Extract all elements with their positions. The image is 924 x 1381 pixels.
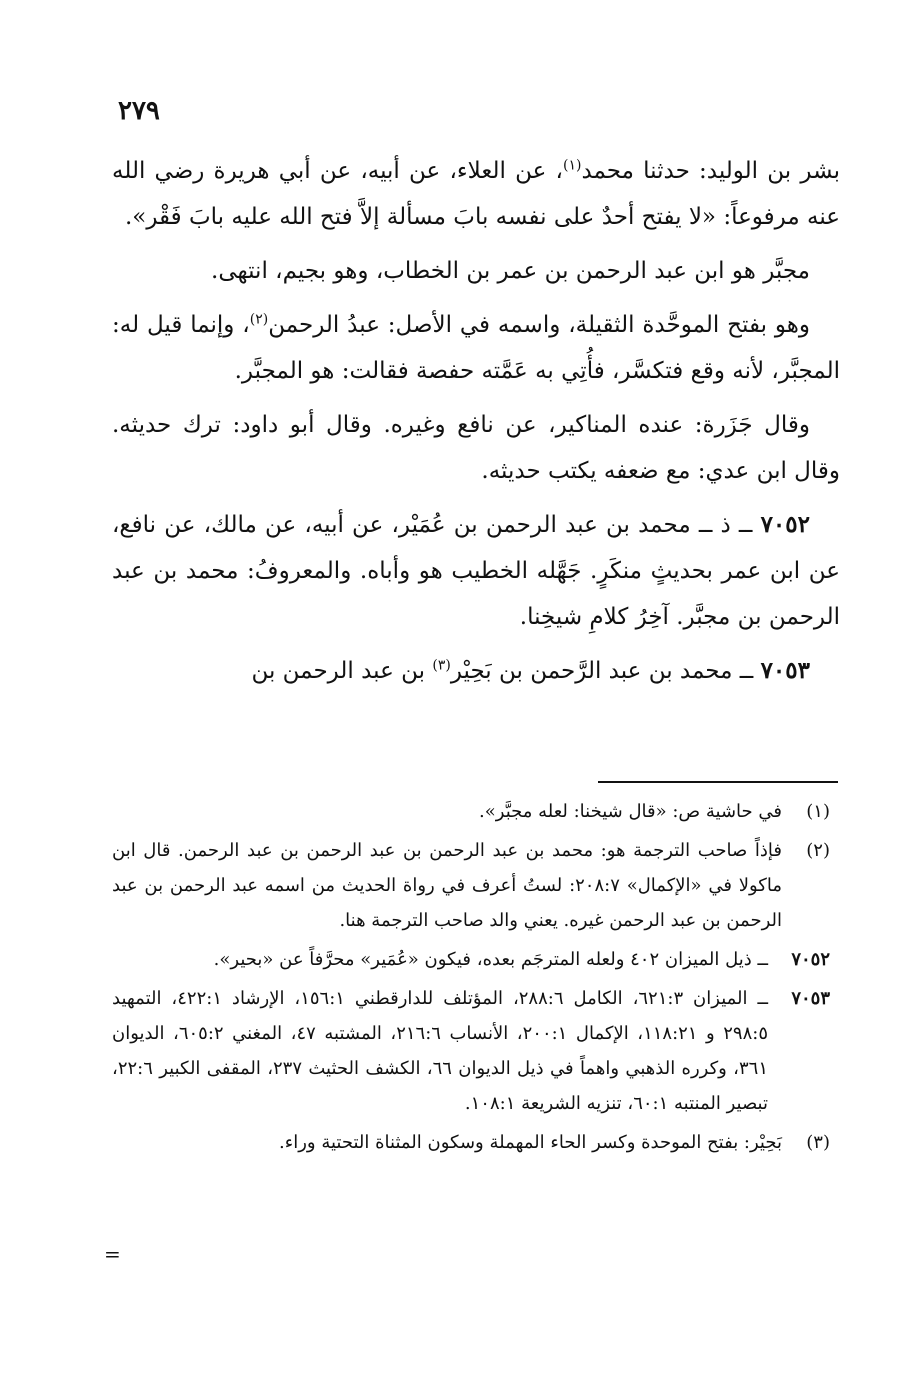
reference-7053 [112, 981, 830, 1121]
footnote-separator [598, 781, 838, 783]
entry-7052 [112, 502, 840, 640]
footnote-marker: (١) [562, 157, 582, 174]
footnote-number: (١) [806, 801, 830, 822]
page-number: ٢٧٩ [118, 96, 160, 126]
footnote-text: بَحِيْر: بفتح الموحدة وكسر الحاء المهملة وسكون المثناة التحتية وراء. [279, 1132, 782, 1153]
footnote-text: فإذاً صاحب الترجمة هو: محمد بن عبد الرحمن بن عبد الرحمن بن عبد الرحمن. قال ابن ماكولا في «الإكمال» ٢٠٨:٧: لستُ أعرف في رواة الحديث من اسمه عبد الرحمن بن عبد الرحمن بن عبد الرحمن غيره. يعني والد صاحب الترجمة هنا. [112, 840, 782, 931]
footnote-number: (٣) [806, 1132, 830, 1153]
reference-7052 [112, 942, 830, 977]
footnote-2 [112, 833, 830, 938]
paragraph-name-origin [112, 302, 840, 394]
paragraph-mujabbar: مجبَّر هو ابن عبد الرحمن بن عمر بن الخطاب، وهو بجيم، انتهى. [211, 258, 810, 284]
paragraph-hadith [112, 148, 840, 240]
main-text [112, 148, 840, 702]
paragraph-jazara: وقال جَزَرة: عنده المناكير، عن نافع وغيره. وقال أبو داود: ترك حديثه. وقال ابن عدي: مع ضعفه يكتب حديثه. [112, 412, 840, 484]
footnotes [112, 794, 830, 1164]
text-run: ، وإنما قيل له: المجبَّر، لأنه وقع فتكسَّر، فأُتِي به عَمَّته حفصة فقالت: هو المجبَّر. [112, 312, 840, 384]
footnote-text: في حاشية ص: «قال شيخنا: لعله مجبَّر». [479, 801, 782, 822]
footnote-marker: (٣) [432, 657, 451, 674]
continuation-mark: = [104, 1242, 121, 1266]
entry-text: بن عبد الرحمن بن [251, 658, 433, 684]
entry-text: ــ ذ ــ محمد بن عبد الرحمن بن عُمَيْر، عن أبيه، عن مالك، عن نافع، عن ابن عمر بحديثٍ منكَرٍ. جَهَّله الخطيب هو وأباه. والمعروفُ: محمد بن عبد الرحمن بن مجبَّر. آخِرُ كلامِ شيخِنا. [112, 512, 840, 630]
text-run: ، عن العلاء، عن أبيه، عن أبي هريرة رضي الله عنه مرفوعاً: «لا يفتح أحدٌ على نفسه بابَ مسألة إلاَّ فتح الله عليه بابَ فَقْر». [112, 158, 840, 230]
footnote-marker: (٢) [249, 311, 269, 328]
footnote-number: (٢) [806, 840, 830, 861]
text-run: وهو بفتح الموحَّدة الثقيلة، واسمه في الأصل: عبدُ الرحمن [268, 312, 810, 338]
text-run: بشر بن الوليد: حدثنا محمد [581, 158, 840, 184]
reference-text: ــ الميزان ٦٢١:٣، الكامل ٢٨٨:٦، المؤتلف للدارقطني ١٥٦:١، الإرشاد ٤٢٢:١، التمهيد ٢٩٨:٥ و ١١٨:٢١، الإكمال ٢٠٠:١، الأنساب ٢١٦:٦، المشتبه ٤٧، المغني ٦٠٥:٢، الديوان ٣٦١، وكرره الذهبي واهماً في ذيل الديوان ٦٦، الكشف الحثيث ٢٣٧، المقفى الكبير ٢٢:٦، تبصير المنتبه ٦٠:١، تنزيه الشريعة ١٠٨:١. [112, 988, 769, 1114]
reference-number: ٧٠٥٣ [791, 988, 830, 1009]
entry-7053 [112, 648, 840, 694]
reference-number: ٧٠٥٢ [791, 949, 830, 970]
entry-number: ٧٠٥٢ [760, 511, 810, 538]
entry-text: ــ محمد بن عبد الرَّحمن بن بَحِيْر [450, 658, 761, 684]
footnote-3 [112, 1125, 830, 1160]
footnote-1 [112, 794, 830, 829]
reference-text: ــ ذيل الميزان ٤٠٢ ولعله المترجَم بعده، فيكون «عُمَير» محرَّفاً عن «بحير». [213, 949, 768, 970]
entry-number: ٧٠٥٣ [760, 657, 810, 684]
